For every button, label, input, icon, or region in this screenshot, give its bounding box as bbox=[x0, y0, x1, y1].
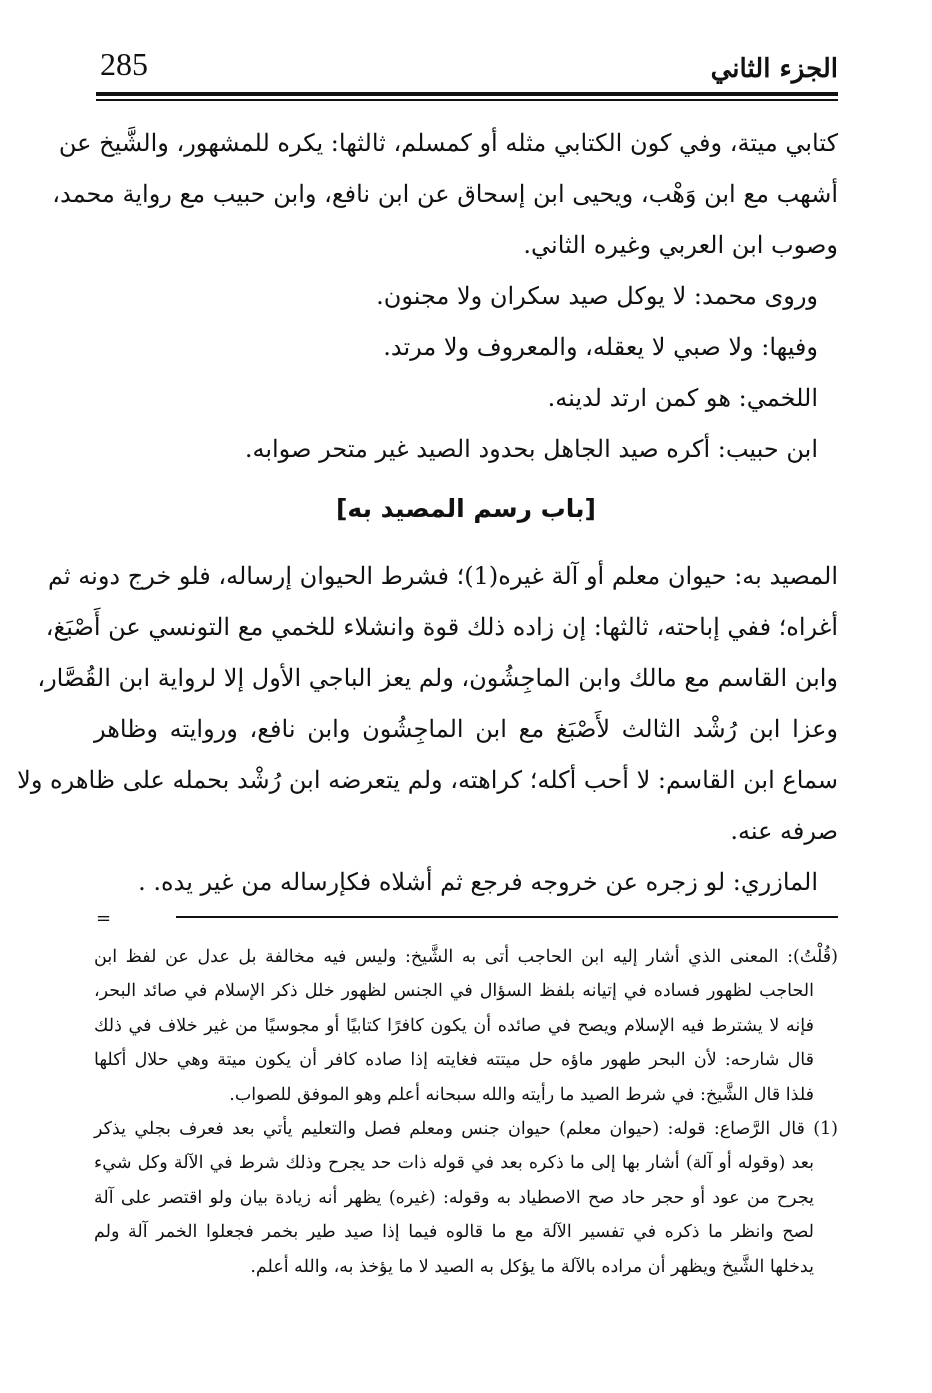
part-title: الجزء الثاني bbox=[710, 54, 838, 84]
footnote-line: (1) قال الرَّصاع: قوله: (حيوان معلم) حيوان جنس ومعلم فصل والتعليم يأتي بعد فعرف بجلي يذكر bbox=[94, 1118, 838, 1139]
text-line: وفيها: ولا صبي لا يعقله، والمعروف ولا مرتد. bbox=[383, 333, 818, 361]
text-line: أشهب مع ابن وَهْب، ويحيى ابن إسحاق عن ابن نافع، وابن حبيب مع رواية محمد، bbox=[52, 180, 838, 208]
text-line: وابن القاسم مع مالك وابن الماجِشُون، ولم يعز الباجي الأول إلا لرواية ابن القُصَّار، bbox=[37, 664, 838, 692]
footnote-line: قال شارحه: لأن البحر طهور ماؤه حل ميتته فغايته إذا صاده كافر أن يكون ميتة وهي حلال أكلها bbox=[94, 1050, 814, 1071]
footnote-line: (قُلْتُ): المعنى الذي أشار إليه ابن الحاجب أتى به الشَّيخ: وليس فيه مخالفة بل عدل عن لفظ ابن bbox=[94, 947, 838, 967]
text-line: وعزا ابن رُشْد الثالث لأَصْبَغ مع ابن الماجِشُون وابن نافع، وروايته وظاهر bbox=[94, 715, 838, 743]
footnote-line: الحاجب لظهور فساده في إتيانه بلفظ السؤال في الجنس لظهور خلل ذكر الإسلام في صائد البحر، bbox=[94, 981, 814, 1002]
chapter-heading: [باب رسم المصيد به] bbox=[336, 494, 596, 523]
footnote-separator bbox=[176, 916, 838, 918]
text-line: وروى محمد: لا يوكل صيد سكران ولا مجنون. bbox=[376, 282, 818, 310]
page-number: 285 bbox=[100, 46, 148, 82]
running-header bbox=[96, 44, 838, 96]
text-line: المصيد به: حيوان معلم أو آلة غيره(1)؛ فشرط الحيوان إرساله، فلو خرج دونه ثم bbox=[48, 562, 838, 590]
paragraph-section-2 bbox=[17, 551, 838, 908]
footnote-continuation-mark: = bbox=[96, 908, 112, 929]
text-line: كتابي ميتة، وفي كون الكتابي مثله أو كمسلم، ثالثها: يكره للمشهور، والشَّيخ عن bbox=[58, 129, 838, 157]
text-line: أغراه؛ ففي إباحته، ثالثها: إن زاده ذلك قوة وانشلاء للخمي مع التونسي عن أَصْبَغ، bbox=[45, 613, 838, 641]
footnote-line: فإنه لا يشترط فيه الإسلام ويصح في صائده أن يكون كافرًا كتابيًا أو مجوسيًا من غير خلاف في ذلك bbox=[94, 1015, 814, 1036]
footnote-line: لصح وانظر ما ذكره في تفسير الآلة مع ما قالوه فيما إذا صيد طير بخمر فجعلوا الخمر آلة ولم bbox=[94, 1222, 814, 1243]
footnote-line: يجرح من عود أو حجر حاد صح الاصطياد به وقوله: (غيره) يظهر أنه زيادة بيان ولو اقتصر على آلة bbox=[94, 1187, 814, 1208]
footnote-line: يدخلها الشَّيخ ويظهر أن مراده بالآلة ما يؤكل به الصيد لا ما يؤخذ به، والله أعلم. bbox=[250, 1256, 814, 1277]
footnote-line: فلذا قال الشَّيخ: في شرط الصيد ما رأيته والله سبحانه أعلم وهو الموفق للصواب. bbox=[229, 1084, 814, 1105]
text-line: ابن حبيب: أكره صيد الجاهل بحدود الصيد غير متحر صوابه. bbox=[244, 435, 818, 463]
text-line: المازري: لو زجره عن خروجه فرجع ثم أشلاه فكإرساله من غير يده. . bbox=[138, 868, 818, 896]
paragraph-section-1 bbox=[52, 118, 838, 475]
text-line: سماع ابن القاسم: لا أحب أكله؛ كراهته، ولم يتعرضه ابن رُشْد بحمله على ظاهره ولا bbox=[17, 766, 838, 794]
header-rule-thin bbox=[96, 99, 838, 101]
footnotes bbox=[94, 940, 838, 1284]
footnote-line: بعد (وقوله أو آلة) أشار بها إلى ما ذكره بعد في قوله ذات حد يجرح وذلك شرط في الآلة وكل شيء bbox=[94, 1153, 814, 1174]
text-line: اللخمي: هو كمن ارتد لدينه. bbox=[547, 384, 818, 412]
header-rule-thick bbox=[96, 92, 838, 96]
text-line: وصوب ابن العربي وغيره الثاني. bbox=[523, 231, 838, 259]
text-line: صرفه عنه. bbox=[730, 817, 838, 845]
